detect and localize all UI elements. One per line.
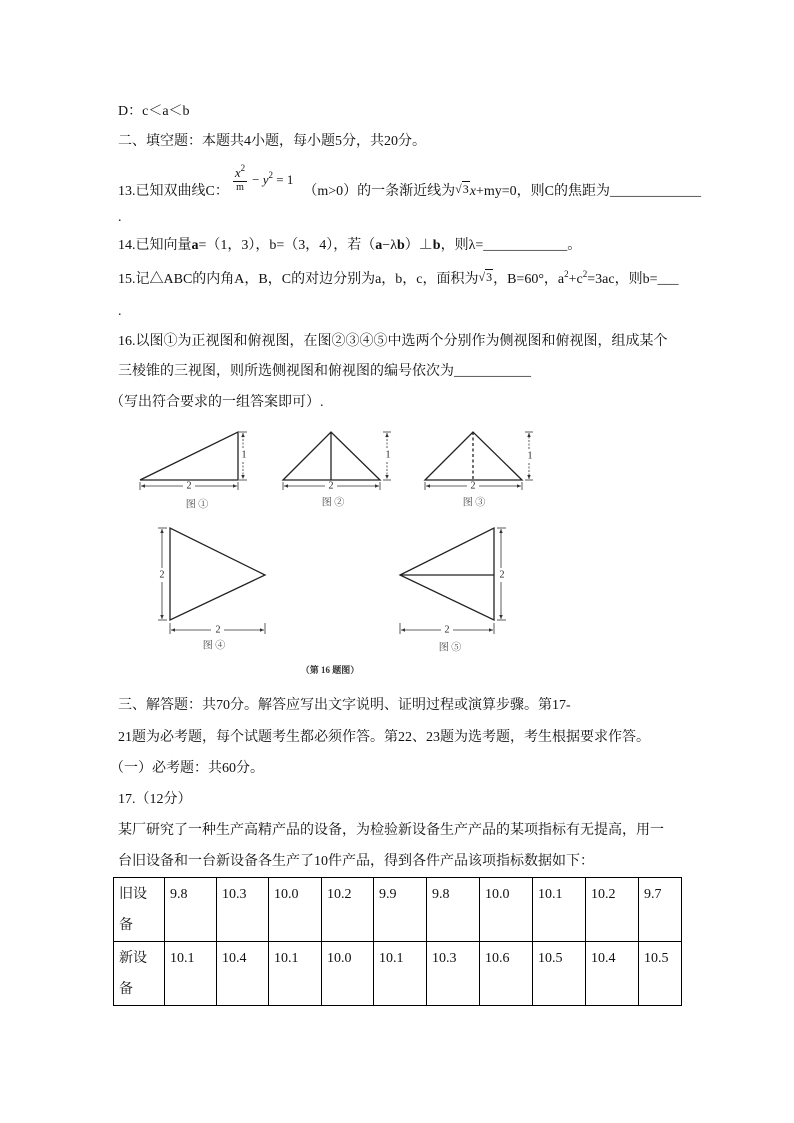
question-13 [118, 158, 701, 202]
section-3-line-2: 21题为必考题，每个试题考生都必须作答。第22、23题为选考题，考生根据要求作答。 [118, 730, 650, 745]
question-15 [118, 271, 678, 288]
q17-line-1: 某厂研究了一种生产高精产品的设备，为检验新设备生产产品的某项指标有无提高，用一 [118, 823, 664, 838]
sqrt-expression [455, 179, 470, 199]
q14-end-mark: 。 [567, 238, 582, 253]
vector-a: a [375, 238, 383, 253]
y-variable: y [262, 171, 269, 187]
minus-sign: − [252, 171, 260, 187]
q15-prefix: 15.记△ABC的内角A，B，C的对边分别为a，b，c，面积为 [118, 272, 479, 287]
q16-line-1: 16.以图①为正视图和俯视图，在图②③④⑤中选两个分别作为侧视图和俯视图，组成某个 [118, 334, 668, 349]
q13-text [303, 181, 701, 202]
hyperbola-equation [233, 165, 294, 194]
figure-4 [158, 528, 265, 652]
table-cell: 10.0 [269, 878, 322, 942]
figure-group-caption: （第 16 题图） [300, 665, 360, 675]
table-cell: 10.5 [639, 942, 682, 1006]
question-14 [118, 238, 581, 254]
fraction-denominator: m [236, 182, 244, 193]
section-3-subsection: （一）必考题：共60分。 [110, 761, 264, 776]
figure-4-base-label: 2 [215, 624, 221, 636]
q13-end-mark: . [118, 210, 122, 225]
figure-3-height-label: 1 [527, 450, 533, 462]
table-cell: 10.3 [217, 878, 269, 942]
table-cell: 9.8 [427, 878, 480, 942]
c-exponent: 2 [582, 269, 588, 279]
sqrt-sign: √ [455, 182, 462, 196]
table-cell: 10.1 [165, 942, 217, 1006]
numerator-variable: x [234, 165, 241, 180]
table-cell: 10.0 [322, 942, 374, 1006]
figure-2 [283, 432, 391, 509]
a-exponent: 2 [564, 269, 569, 279]
q13-tail: +my=0，则C的焦距为 [475, 184, 610, 199]
figure-4-height-label: 2 [159, 569, 165, 581]
sqrt-sign: √ [478, 270, 486, 284]
figure-3 [425, 432, 533, 509]
q13-condition: （m>0）的一条渐近线为 [303, 184, 456, 199]
q15-end-mark: . [118, 304, 122, 319]
fraction [233, 165, 247, 194]
q17-line-2: 台旧设备和一台新设备各生产了10件产品，得到各件产品该项指标数据如下： [118, 854, 594, 869]
table-cell: 10.6 [480, 942, 533, 1006]
figure-2-caption: 图 ② [321, 497, 345, 509]
vector-a: a [191, 238, 199, 253]
sqrt-radicand: 3 [462, 182, 469, 196]
table-cell: 9.9 [374, 878, 427, 942]
q13-answer-blank: _____________ [609, 184, 701, 199]
q13-prefix: 13.已知双曲线C： [118, 184, 229, 199]
table-cell: 10.2 [586, 878, 639, 942]
figure-1 [140, 432, 247, 511]
table-cell: 10.1 [269, 942, 322, 1006]
figure-5-triangle [400, 528, 494, 620]
figure-5 [400, 528, 506, 654]
table-cell: 10.4 [586, 942, 639, 1006]
row-label: 旧设备 [114, 878, 165, 942]
table-cell: 10.5 [533, 942, 586, 1006]
figure-5-height-label: 2 [499, 569, 505, 581]
q16-line-2-text: 三棱锥的三视图，则所选侧视图和俯视图的编号依次为 [118, 364, 454, 379]
sqrt-expression [479, 269, 494, 285]
figure-5-caption: 图 ⑤ [438, 642, 462, 654]
table-cell: 10.3 [427, 942, 480, 1006]
y-exponent: 2 [268, 169, 273, 180]
figure-5-base-label: 2 [444, 624, 450, 636]
table-cell: 10.1 [374, 942, 427, 1006]
figure-1-triangle [140, 432, 238, 480]
q15-part2: +c [568, 272, 583, 287]
table-cell: 10.4 [217, 942, 269, 1006]
section-2-title: 二、填空题：本题共4小题，每小题5分，共20分。 [118, 134, 426, 149]
vector-b: b [396, 238, 405, 253]
figure-3-base-label: 2 [470, 480, 476, 492]
vector-b: b [432, 238, 441, 253]
x-variable: x [469, 184, 476, 199]
figure-1-height-label: 1 [241, 449, 247, 461]
q16-figures [120, 420, 560, 685]
q14-vectors: =（1，3），b=（3，4），若（ [198, 238, 376, 253]
minus-lambda: −λ [382, 238, 397, 253]
figure-4-triangle [170, 528, 265, 620]
table-cell: 9.7 [639, 878, 682, 942]
figure-1-base-label: 2 [186, 480, 192, 492]
q14-prefix: 14.已知向量 [118, 238, 192, 253]
table-cell: 9.8 [165, 878, 217, 942]
q16-line-3: （写出符合要求的一组答案即可）. [110, 395, 324, 410]
q16-answer-blank: ___________ [454, 364, 531, 379]
table-cell: 10.0 [480, 878, 533, 942]
numerator-exponent: 2 [240, 163, 246, 173]
table-row [114, 942, 682, 1006]
fraction-numerator [233, 165, 247, 182]
option-d: D：c＜a＜b [118, 104, 190, 119]
table-row [114, 878, 682, 942]
data-table [113, 877, 682, 1006]
figure-3-caption: 图 ③ [462, 497, 486, 509]
sqrt-radicand: 3 [486, 270, 493, 284]
q14-ask: ，则λ= [440, 238, 484, 253]
q16-line-2 [118, 364, 531, 380]
figure-4-caption: 图 ④ [202, 640, 226, 652]
row-label: 新设备 [114, 942, 165, 1006]
perpendicular: ）⊥ [404, 238, 433, 253]
q15-part1: ，B=60°，a [493, 272, 565, 287]
figure-1-caption: 图 ① [185, 499, 209, 511]
q15-answer-blank: ___ [657, 272, 679, 287]
figure-2-height-label: 1 [385, 449, 391, 461]
figure-2-base-label: 2 [328, 480, 334, 492]
table-cell: 10.1 [533, 878, 586, 942]
table-cell: 10.2 [322, 878, 374, 942]
q14-answer-blank: ____________ [483, 238, 568, 253]
section-3-line-1: 三、解答题：共70分。解答应写出文字说明、证明过程或演算步骤。第17- [118, 698, 571, 713]
q15-part3: =3ac，则b= [587, 272, 658, 287]
equation-rest [252, 169, 294, 188]
equals-one: = 1 [276, 171, 294, 187]
q17-title: 17.（12分） [118, 792, 192, 807]
